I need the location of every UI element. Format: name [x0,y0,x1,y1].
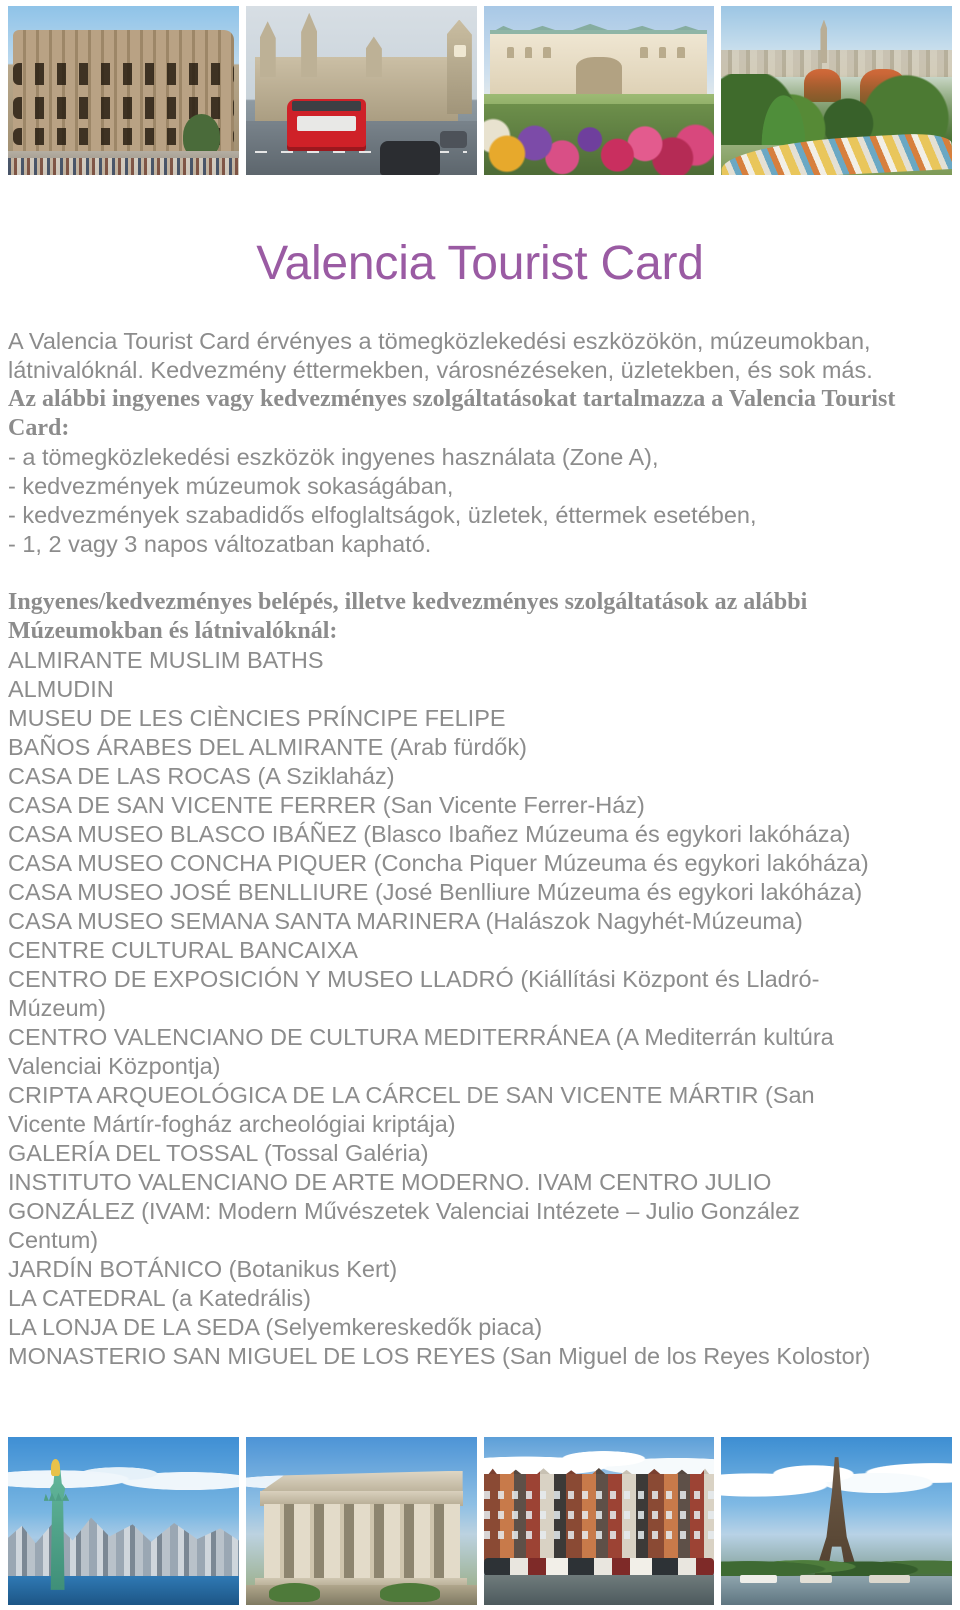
list-item: JARDÍN BOTÁNICO (Botanikus Kert) [8,1255,398,1282]
tourist-crowd [8,158,239,175]
document-content [8,185,952,1371]
colosseum-arch-row [13,63,235,85]
palace-window [543,47,550,59]
intro-line-1: A Valencia Tourist Card érvényes a tömegközlekedési eszközökön, múzeumokban, [8,327,871,354]
colosseum-rome-photo [8,6,239,175]
section-heading [8,588,952,646]
hudson-river [8,1576,239,1605]
belvedere-palace-vienna-photo [484,6,715,175]
canal-water [484,1575,715,1605]
moored-boats [484,1558,715,1576]
bush [269,1583,320,1601]
section-heading-line-1: Ingyenes/kedvezményes belépés, illetve kedvezményes szolgáltatások az alábbi [8,588,808,615]
list-item: Valenciai Központja) [8,1052,221,1079]
car [440,131,468,148]
manhattan-skyline [8,1511,239,1578]
benefit-item: - kedvezmények szabadidős elfoglaltságok, üzletek, éttermek esetében, [8,501,757,528]
intro-paragraph [8,327,952,385]
list-item: BAÑOS ÁRABES DEL ALMIRANTE (Arab fürdők) [8,733,527,760]
list-item: CENTRE CULTURAL BANCAIXA [8,936,358,963]
list-item: CASA MUSEO BLASCO IBÁÑEZ (Blasco Ibañez Múzeuma és egykori lakóháza) [8,820,851,847]
clock-face [454,45,466,57]
list-item: CENTRO VALENCIANO DE CULTURA MEDITERRÁNEA (A Mediterrán kultúra [8,1023,834,1050]
list-item: MONASTERIO SAN MIGUEL DE LOS REYES (San Miguel de los Reyes Kolostor) [8,1342,871,1369]
bottom-photo-strip [8,1437,952,1605]
list-item: GALERÍA DEL TOSSAL (Tossal Galéria) [8,1139,429,1166]
house-window-row [484,1531,715,1539]
bush [380,1583,440,1601]
palace-window [659,47,666,59]
big-ben-clock-tower [447,20,472,115]
river-boat [869,1575,911,1583]
list-item: CASA MUSEO JOSÉ BENLLIURE (José Benlliure Múzeuma és egykori lakóháza) [8,878,863,905]
park-spire [820,20,827,64]
benefits-list [8,443,952,559]
riverbank-trees [721,1548,952,1578]
list-item: CASA MUSEO CONCHA PIQUER (Concha Piquer Múzeuma és egykori lakóháza) [8,849,869,876]
benefit-item: - 1, 2 vagy 3 napos változatban kapható. [8,530,432,557]
river-boat [740,1575,777,1583]
list-item: CASA DE SAN VICENTE FERRER (San Vicente Ferrer-Ház) [8,791,645,818]
palace-window [525,47,532,59]
list-item: CASA MUSEO SEMANA SANTA MARINERA (Halászok Nagyhét-Múzeuma) [8,907,803,934]
palace-window [677,47,684,59]
list-item: INSTITUTO VALENCIANO DE ARTE MODERNO. IVAM CENTRO JULIO [8,1168,772,1195]
list-item: Vicente Mártír-fogház archeológiai kriptája) [8,1110,456,1137]
list-item: Múzeum) [8,994,106,1021]
list-item: CENTRO DE EXPOSICIÓN Y MUSEO LLADRÓ (Kiállítási Központ és Lladró- [8,965,820,992]
clouds [8,1457,239,1494]
list-item: CRIPTA ARQUEOLÓGICA DE LA CÁRCEL DE SAN VICENTE MÁRTIR (San [8,1081,815,1108]
contains-heading-line-2: Card: [8,414,70,441]
list-item: ALMIRANTE MUSLIM BATHS [8,646,324,673]
flower-bed [484,104,715,175]
attractions-list [8,646,952,1371]
houses-of-parliament-london-photo [246,6,477,175]
parthenon-athens-photo [246,1437,477,1605]
contains-heading [8,385,952,443]
spacer [8,559,952,588]
list-item: MUSEU DE LES CIÈNCIES PRÍNCIPE FELIPE [8,704,506,731]
house-window-row [484,1511,715,1519]
house-window-row [484,1491,715,1499]
eiffel-tower-paris-photo [721,1437,952,1605]
bus-upper-windows [292,101,361,111]
benefit-item: - a tömegközlekedési eszközök ingyenes használata (Zone A), [8,443,659,470]
list-item: Centum) [8,1226,99,1253]
park-guell-barcelona-photo [721,6,952,175]
parthenon-columns [264,1504,460,1581]
contains-heading-line-1: Az alábbi ingyenes vagy kedvezményes szolgáltatásokat tartalmazza a Valencia Tourist [8,385,896,412]
turret [366,36,382,77]
list-item: CASA DE LAS ROCAS (A Sziklaház) [8,762,395,789]
palace-window [507,47,514,59]
intro-line-2: látnivalóknál. Kedvezmény éttermekben, városnézéseken, üzletekben, és sok más. [8,356,873,383]
benefit-item: - kedvezmények múzeumok sokaságában, [8,472,454,499]
palm-tree [758,87,809,144]
palace-central-arches [576,57,622,94]
black-cab [380,141,440,175]
river-boat [800,1575,832,1583]
victoria-tower [260,21,276,77]
central-tower [301,13,317,77]
palace-window [640,47,647,59]
list-item: ALMUDIN [8,675,114,702]
canal-houses-amsterdam-photo [484,1437,715,1605]
page-title: Valencia Tourist Card [256,237,704,290]
list-item: LA CATEDRAL (a Katedrális) [8,1284,311,1311]
top-photo-strip [8,6,952,175]
list-item: LA LONJA DE LA SEDA (Selyemkereskedők piaca) [8,1313,543,1340]
list-item: GONZÁLEZ (IVAM: Modern Művészetek Valenciai Intézete – Julio González [8,1197,800,1224]
statue-torch [51,1459,60,1476]
bus-lower-window [297,116,357,131]
section-heading-line-2: Múzeumokban és látnivalóknál: [8,617,338,644]
statue-of-liberty-newyork-photo [8,1437,239,1605]
